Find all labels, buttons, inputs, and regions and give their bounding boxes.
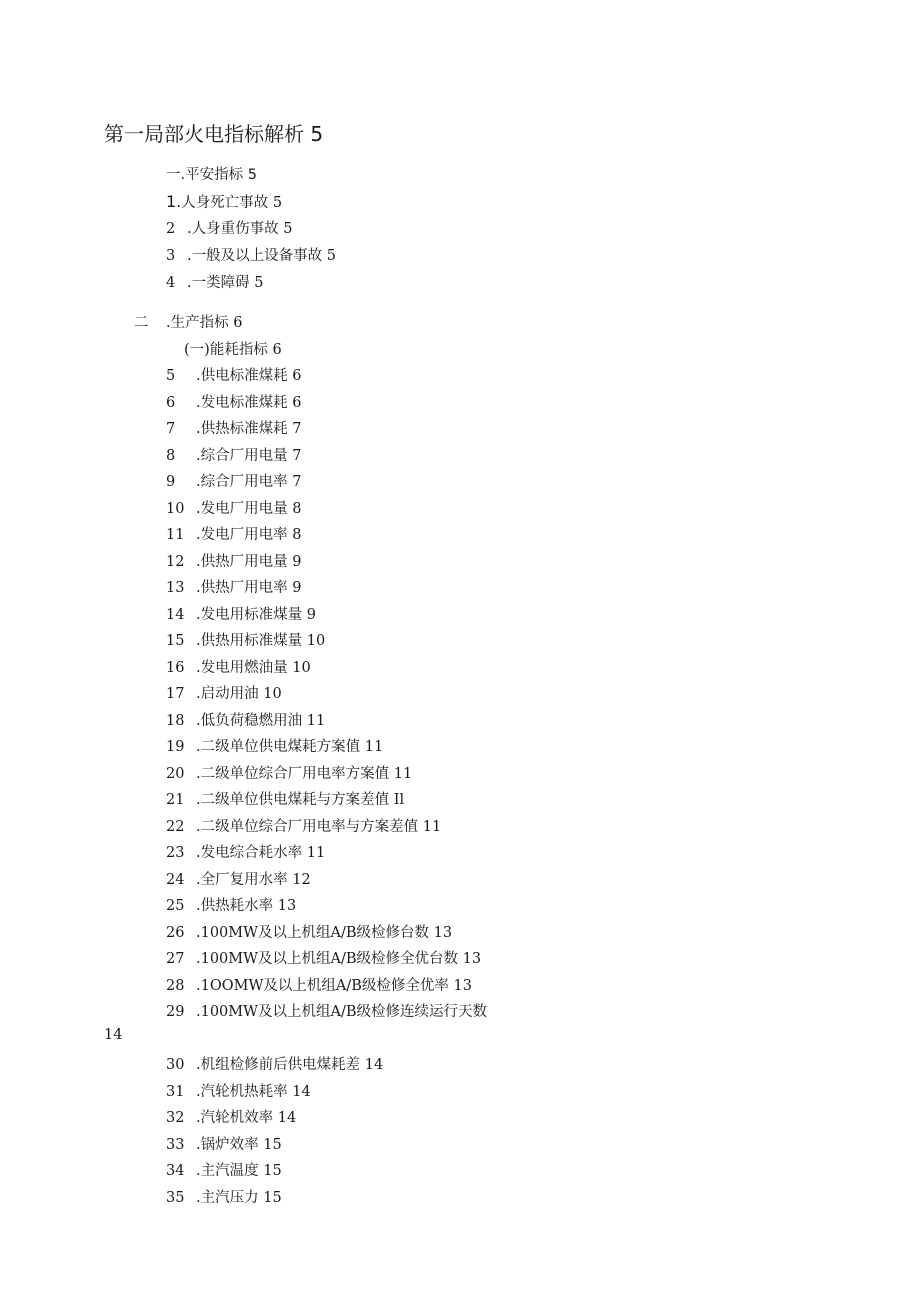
- item-number: 31: [166, 1084, 185, 1100]
- item-number: 2: [166, 221, 176, 237]
- item-page: 9: [292, 580, 302, 596]
- item-number: 8: [166, 448, 176, 464]
- item-text: .100MW及以上机组A/B级检修全优台数: [196, 951, 459, 967]
- item-text: .二级单位供电煤耗方案值: [196, 739, 361, 755]
- item-page: 14: [277, 1110, 297, 1126]
- item-text: .供热用标准煤量: [196, 633, 303, 649]
- toc-item[interactable]: [166, 685, 282, 703]
- item-page: 15: [263, 1137, 282, 1153]
- item-number: 32: [166, 1110, 185, 1126]
- item-text: .供热厂用电率: [196, 580, 288, 596]
- toc-section-safety[interactable]: [166, 166, 257, 184]
- item-number: 13: [166, 580, 185, 596]
- item-text: .机组检修前后供电煤耗差: [196, 1057, 361, 1073]
- toc-item[interactable]: [166, 924, 452, 942]
- toc-item[interactable]: [166, 220, 292, 238]
- item-text: .二级单位综合厂用电率方案值: [196, 766, 390, 782]
- toc-item[interactable]: [166, 712, 325, 730]
- toc-item[interactable]: [166, 553, 301, 571]
- toc-item[interactable]: [166, 447, 301, 465]
- item-text: .供热耗水率: [196, 898, 274, 914]
- item-text: 人身死亡事故: [181, 195, 269, 211]
- item-text: .锅炉效率: [196, 1137, 259, 1153]
- toc-item[interactable]: [166, 193, 282, 212]
- item-page: 5: [272, 195, 283, 211]
- item-number: 17: [166, 686, 185, 702]
- item-page: 14: [292, 1084, 311, 1100]
- item-text: .低负荷稳燃用油: [196, 713, 303, 729]
- item-page: 5: [326, 248, 336, 264]
- item-text: .100MW及以上机组A/B级检修台数: [196, 925, 430, 941]
- toc-section-production[interactable]: [134, 314, 242, 332]
- item-number: 14: [166, 607, 185, 623]
- item-page: 15: [263, 1163, 282, 1179]
- item-number: 24: [166, 872, 185, 888]
- toc-item[interactable]: [166, 1109, 296, 1127]
- toc-item[interactable]: [166, 394, 301, 412]
- item-page: 7: [292, 474, 302, 490]
- chapter-page: 5: [310, 122, 324, 146]
- item-text: .二级单位综合厂用电率与方案差值: [196, 819, 419, 835]
- item-text: .发电综合耗水率: [196, 845, 303, 861]
- toc-item[interactable]: [166, 871, 311, 889]
- item-number: 34: [166, 1163, 185, 1179]
- item-page: 8: [292, 527, 302, 543]
- item-page: 11: [393, 766, 413, 782]
- item-number: 25: [166, 898, 185, 914]
- item-page: 13: [277, 898, 297, 914]
- item-text: .全厂复用水率: [196, 872, 288, 888]
- item-page: 13: [462, 951, 482, 967]
- subsection-label: (一)能耗指标: [184, 342, 268, 358]
- toc-item[interactable]: [166, 765, 412, 783]
- item-number: 9: [166, 474, 176, 490]
- item-text: .100MW及以上机组A/B级检修连续运行天数: [196, 1004, 488, 1020]
- item-number: 21: [166, 792, 185, 808]
- toc-item[interactable]: [166, 1003, 487, 1021]
- item-text: .1OOMW及以上机组A/B级检修全优率: [196, 978, 449, 994]
- toc-item[interactable]: [166, 500, 301, 518]
- item-number: 29: [166, 1004, 185, 1020]
- item-number: 4: [166, 275, 176, 291]
- toc-item[interactable]: [166, 473, 301, 491]
- toc-item[interactable]: [166, 1056, 383, 1074]
- item-text: .供热标准煤耗: [196, 421, 288, 437]
- item-number: 16: [166, 660, 185, 676]
- subsection-page: 6: [272, 342, 282, 358]
- item-text: .发电厂用电率: [196, 527, 288, 543]
- item-text: .主汽压力: [196, 1190, 259, 1206]
- item-text: .综合厂用电量: [196, 448, 288, 464]
- item-text: .发电用燃油量: [196, 660, 288, 676]
- item-number: 1.: [166, 192, 182, 211]
- section-page: 5: [247, 167, 257, 183]
- item-text: .一般及以上设备事故: [187, 248, 323, 264]
- toc-item[interactable]: [166, 818, 441, 836]
- section-label: 一.平安指标: [166, 167, 244, 183]
- section-number: 二: [134, 315, 149, 331]
- item-page: Il: [393, 792, 405, 808]
- toc-item[interactable]: [166, 579, 301, 597]
- toc-item[interactable]: [166, 526, 301, 544]
- item-number: 7: [166, 421, 176, 437]
- item-page: 7: [292, 448, 302, 464]
- item-text: .供热厂用电量: [196, 554, 288, 570]
- item-page: 11: [364, 739, 384, 755]
- item-number: 30: [166, 1057, 185, 1073]
- toc-item[interactable]: [166, 950, 481, 968]
- item-page: 11: [306, 713, 326, 729]
- item-page: 14: [104, 1027, 123, 1043]
- item-page: 13: [433, 925, 453, 941]
- toc-item[interactable]: [166, 606, 316, 624]
- item-text: .发电标准煤耗: [196, 395, 288, 411]
- item-page: 11: [422, 819, 442, 835]
- toc-item[interactable]: [166, 274, 263, 292]
- item-text: .启动用油: [196, 686, 259, 702]
- item-page: 9: [292, 554, 302, 570]
- chapter-title: 第一局部火电指标解析: [104, 122, 304, 146]
- item-number: 6: [166, 395, 176, 411]
- item-page: 12: [292, 872, 311, 888]
- item-number: 15: [166, 633, 185, 649]
- item-number: 10: [166, 501, 185, 517]
- item-text: .汽轮机热耗率: [196, 1084, 288, 1100]
- section-page: 6: [233, 315, 243, 331]
- toc-item[interactable]: [166, 844, 325, 862]
- item-number: 19: [166, 739, 185, 755]
- item-number: 20: [166, 766, 185, 782]
- item-number: 26: [166, 925, 185, 941]
- item-number: 18: [166, 713, 185, 729]
- item-text: .人身重伤事故: [187, 221, 279, 237]
- toc-item[interactable]: [166, 1136, 282, 1154]
- toc-item[interactable]: [166, 1083, 311, 1101]
- section-label: .生产指标: [166, 315, 229, 331]
- toc-item[interactable]: [166, 897, 296, 915]
- item-number: 12: [166, 554, 185, 570]
- item-page: 5: [283, 221, 293, 237]
- item-page: 6: [292, 395, 302, 411]
- item-number: 23: [166, 845, 185, 861]
- item-page: 13: [453, 978, 472, 994]
- item-text: .二级单位供电煤耗与方案差值: [196, 792, 390, 808]
- toc-item[interactable]: [166, 738, 383, 756]
- item-page: 10: [263, 686, 282, 702]
- item-number: 5: [166, 368, 176, 384]
- item-page: 8: [292, 501, 302, 517]
- item-number: 22: [166, 819, 185, 835]
- toc-item[interactable]: [166, 420, 301, 438]
- item-text: .发电用标准煤量: [196, 607, 303, 623]
- toc-item[interactable]: [166, 247, 336, 265]
- item-page: 10: [292, 660, 311, 676]
- item-text: .综合厂用电率: [196, 474, 288, 490]
- item-page: 9: [306, 607, 316, 623]
- toc-subsection-energy[interactable]: [184, 341, 282, 359]
- toc-item[interactable]: [166, 659, 311, 677]
- toc-item[interactable]: [166, 1162, 282, 1180]
- item-number: 27: [166, 951, 185, 967]
- item-number: 33: [166, 1137, 185, 1153]
- item-page: 14: [364, 1057, 384, 1073]
- toc-item[interactable]: [166, 367, 301, 385]
- item-page: 15: [263, 1190, 282, 1206]
- toc-item[interactable]: [166, 1189, 282, 1207]
- item-text: .一类障碍: [187, 275, 250, 291]
- item-page: 7: [292, 421, 302, 437]
- wrapped-page-number: [104, 1026, 122, 1044]
- item-text: .主汽温度: [196, 1163, 259, 1179]
- item-text: .供电标准煤耗: [196, 368, 288, 384]
- item-number: 28: [166, 978, 185, 994]
- item-page: 10: [306, 633, 326, 649]
- toc-item[interactable]: [166, 791, 404, 809]
- item-page: 11: [306, 845, 326, 861]
- item-number: 3: [166, 248, 176, 264]
- item-text: .发电厂用电量: [196, 501, 288, 517]
- item-number: 11: [166, 527, 185, 543]
- chapter-heading[interactable]: [104, 121, 323, 147]
- toc-item[interactable]: [166, 977, 472, 995]
- item-page: 6: [292, 368, 302, 384]
- item-number: 35: [166, 1190, 185, 1206]
- toc-item[interactable]: [166, 632, 325, 650]
- item-page: 5: [254, 275, 264, 291]
- item-text: .汽轮机效率: [196, 1110, 274, 1126]
